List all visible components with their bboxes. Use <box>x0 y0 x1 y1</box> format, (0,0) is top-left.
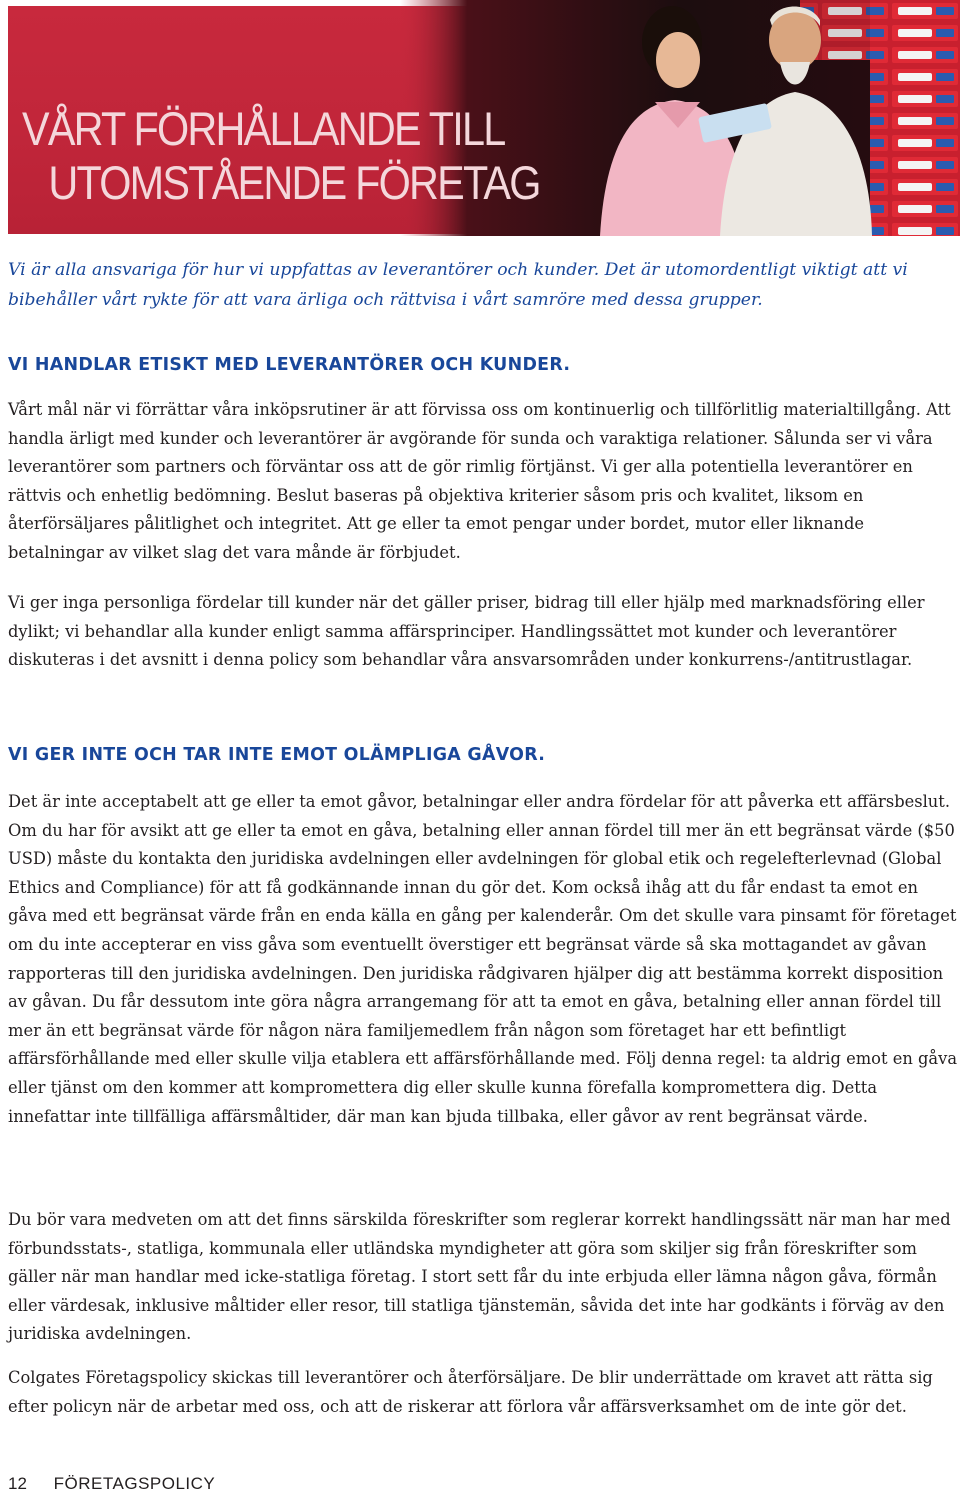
product-shelf <box>870 0 960 236</box>
paragraph: Vi ger inga personliga fördelar till kunder när det gäller priser, bidrag till eller hjälp med marknadsföring eller dylikt; vi behandlar alla kunder enligt samma affärsprinciper. Handlingssättet mot kunder och leverantörer diskuteras i det avsnitt i denna policy som behandlar våra ansvarsområden under konkurrens-/antitrustlagar. <box>8 593 925 670</box>
page-title-line2: UTOMSTÅENDE FÖRETAG <box>48 156 540 209</box>
paragraph: Colgates Företagspolicy skickas till leverantörer och återförsäljare. De blir underrättade om kravet att rätta sig efter policyn när de arbetar med oss, och att de riskerar att förlora vår affärsverksamhet om de inte gör det. <box>8 1368 933 1416</box>
intro-text: Vi är alla ansvariga för hur vi uppfattas av leverantörer och kunder. Det är utomordentligt viktigt att vi bibehåller vårt rykte för att vara ärliga och rättvisa i vårt samröre med dessa grupper. <box>8 260 908 310</box>
document-name: FÖRETAGSPOLICY <box>53 1474 216 1493</box>
page-footer <box>8 1474 215 1494</box>
page-title <box>22 102 540 210</box>
header-banner <box>0 0 960 236</box>
section-heading-suppliers: VI HANDLAR ETISKT MED LEVERANTÖRER OCH KUNDER. <box>8 355 571 375</box>
paragraph: Vårt mål när vi förrättar våra inköpsrutiner är att förvissa oss om kontinuerlig och tillförlitlig materialtillgång. Att handla ärligt med kunder och leverantörer är avgörande för sunda och varaktiga relationer. Sålunda ser vi våra leverantörer som partners och förväntar oss att de gör rimlig förtjänst. Vi ger alla potentiella leverantörer en rättvis och enhetlig bedömning. Beslut baseras på objektiva kriterier såsom pris och kvalitet, liksom en återförsäljares pålitlighet och integritet. Att ge eller ta emot pengar under bordet, mutor eller liknande betalningar av vilket slag det vara månde är förbjudet. <box>8 400 951 562</box>
paragraph: Du bör vara medveten om att det finns särskilda föreskrifter som reglerar korrekt handlingssätt när man har med förbundsstats-, statliga, kommunala eller utländska myndigheter att göra som skiljer sig från föreskrifter som gäller när man handlar med icke-statliga företag. I stort sett får du inte erbjuda eller lämna någon gåva, förmån eller värdesak, inklusive måltider eller resor, till statliga tjänstemän, såvida det inte har godkänts i förväg av den juridiska avdelningen. <box>8 1210 951 1344</box>
section-heading-gifts: VI GER INTE OCH TAR INTE EMOT OLÄMPLIGA GÅVOR. <box>8 745 546 765</box>
page-number: 12 <box>8 1474 27 1493</box>
paragraph: Det är inte acceptabelt att ge eller ta emot gåvor, betalningar eller andra fördelar för att påverka ett affärsbeslut. Om du har för avsikt att ge eller ta emot en gåva, betalning eller annan fördel till mer än ett begränsat värde ($50 USD) måste du kontakta den juridiska avdelningen eller avdelningen för global etik och regelefterlevnad (Global Ethics and Compliance) för att få godkännande innan du gör det. Kom också ihåg att du får endast ta emot en gåva med ett begränsat värde från en enda källa en gång per kalenderår. Om det skulle vara pinsamt för företaget om du inte accepterar en viss gåva som eventuellt överstiger ett begränsat värde så ska mottagandet av gåvan rapporteras till den juridiska avdelningen. Den juridiska rådgivaren hjälper dig att bestämma korrekt disposition av gåvan. Du får dessutom inte göra några arrangemang för att ta emot en gåva, betalning eller annan fördel till mer än ett begränsat värde för någon nära familjemedlem från någon som företaget har ett befintligt affärsförhållande med eller skulle vilja etablera ett affärsförhållande med. Följ denna regel: ta aldrig emot en gåva eller tjänst om den kommer att kompromettera dig eller skulle kunna förefalla kompromettera dig. Detta innefattar inte tillfälliga affärsmåltider, där man kan bjuda tillbaka, eller gåvor av rent begränsat värde. <box>8 792 958 1126</box>
page-title-line1: VÅRT FÖRHÅLLANDE TILL <box>22 102 505 155</box>
